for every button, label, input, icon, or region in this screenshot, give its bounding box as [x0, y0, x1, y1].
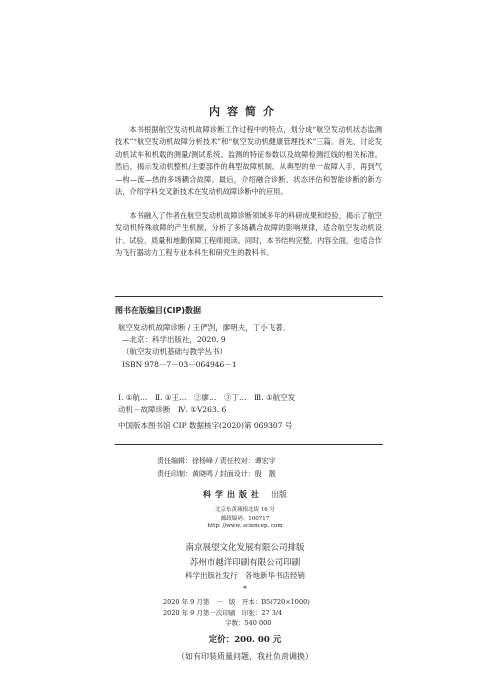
edition-line: 2020 年 9 月第 一 版 开本：B5(720×1000): [163, 598, 310, 606]
quality-notice: （如有印装质量问题，我社负责调换）: [177, 652, 313, 661]
distributor-line: 科学出版社发行 各地新华书店经销: [185, 571, 305, 580]
editors-line-1: 责任编辑：徐杨峰 / 责任校对：谭宏宇: [157, 457, 276, 465]
separator-star: *: [243, 584, 247, 593]
publisher-name: 科学出版社: [203, 489, 263, 499]
cip-series-line: （航空发动机基础与教学丛书）: [122, 347, 227, 357]
price: 定价：200. 00 元: [208, 635, 282, 645]
editors-line-2: 责任印制：黄晓鸣 / 封面设计：殷 靓: [157, 470, 276, 478]
intro-title: 内容简介: [209, 105, 281, 118]
word-count-line: 字数：540 000: [225, 619, 272, 627]
intro-paragraph-1: 本书根据航空发动机故障诊断工作过程中的特点，划分成“航空发动机状态监测技术”“航空发动机故障分析技术”和“航空发动机健康管理技术”三篇。首先，讨论发动机试车和机载的测量/测试系统、监测的特征参数以及故障检测红线的相关标准。然后，揭示发动机整机/主要部件的典型故障机制。从典型的单一故障入手，再到气—构—流—热的多场耦合故障。最后，介绍融合诊断、状态评估和智能诊断的新方法，介绍学科交叉新技术在发动机故障诊断中的应用。: [115, 125, 382, 197]
cip-publisher-line: —北京：科学出版社，2020. 9: [122, 335, 226, 345]
cip-record-number: 中国版本图书馆 CIP 数据核字(2020)第 069307 号: [118, 421, 293, 430]
cip-record: [118, 322, 290, 371]
cip-bottom-rule: [115, 444, 383, 445]
printer-line: 苏州市越洋印刷有限公司印刷: [189, 558, 301, 568]
cip-classification-line-1: Ⅰ. ①航… Ⅱ. ①王… ②廖… ③丁… Ⅲ. ①航空发: [118, 393, 296, 402]
publisher-line: [0, 489, 490, 500]
cip-classification-line-2: 动机－故障诊断 Ⅳ. ①V263. 6: [118, 405, 227, 414]
cip-classification: [118, 392, 295, 416]
publisher-website: http: //www. sciencep. com: [207, 523, 283, 529]
cip-title-line: 航空发动机故障诊断 / 王俨剀，廖明夫，丁小飞著．: [118, 323, 291, 332]
typesetter-line: 南京展望文化发展有限公司排版: [185, 543, 305, 553]
publisher-action: 出版: [271, 490, 287, 499]
intro-paragraph-2: 本书融入了作者在航空发动机故障诊断领域多年的科研成果和经验，揭示了航空发动机特殊故障的产生机制，分析了多场耦合故障的影响规律，适合航空发动机设计、试验、质量和地勤保障工程师阅读。同时，本书结构完整，内容全面，也适合作为飞行器动力工程专业本科生和研究生的教科书。: [115, 211, 382, 258]
cip-isbn-line: ISBN 978－7－03－064946－1: [122, 359, 237, 369]
cip-heading: 图书在版编目(CIP)数据: [115, 306, 202, 315]
edition-specs: [163, 597, 310, 629]
cip-top-rule: [115, 296, 383, 297]
publisher-postcode: 邮政编码：100717: [220, 516, 270, 522]
printing-line: 2020 年 9 月第一次印刷 印张：27 3/4: [163, 608, 283, 617]
publisher-address: 北京东黄城根北街 16 号: [215, 507, 275, 513]
